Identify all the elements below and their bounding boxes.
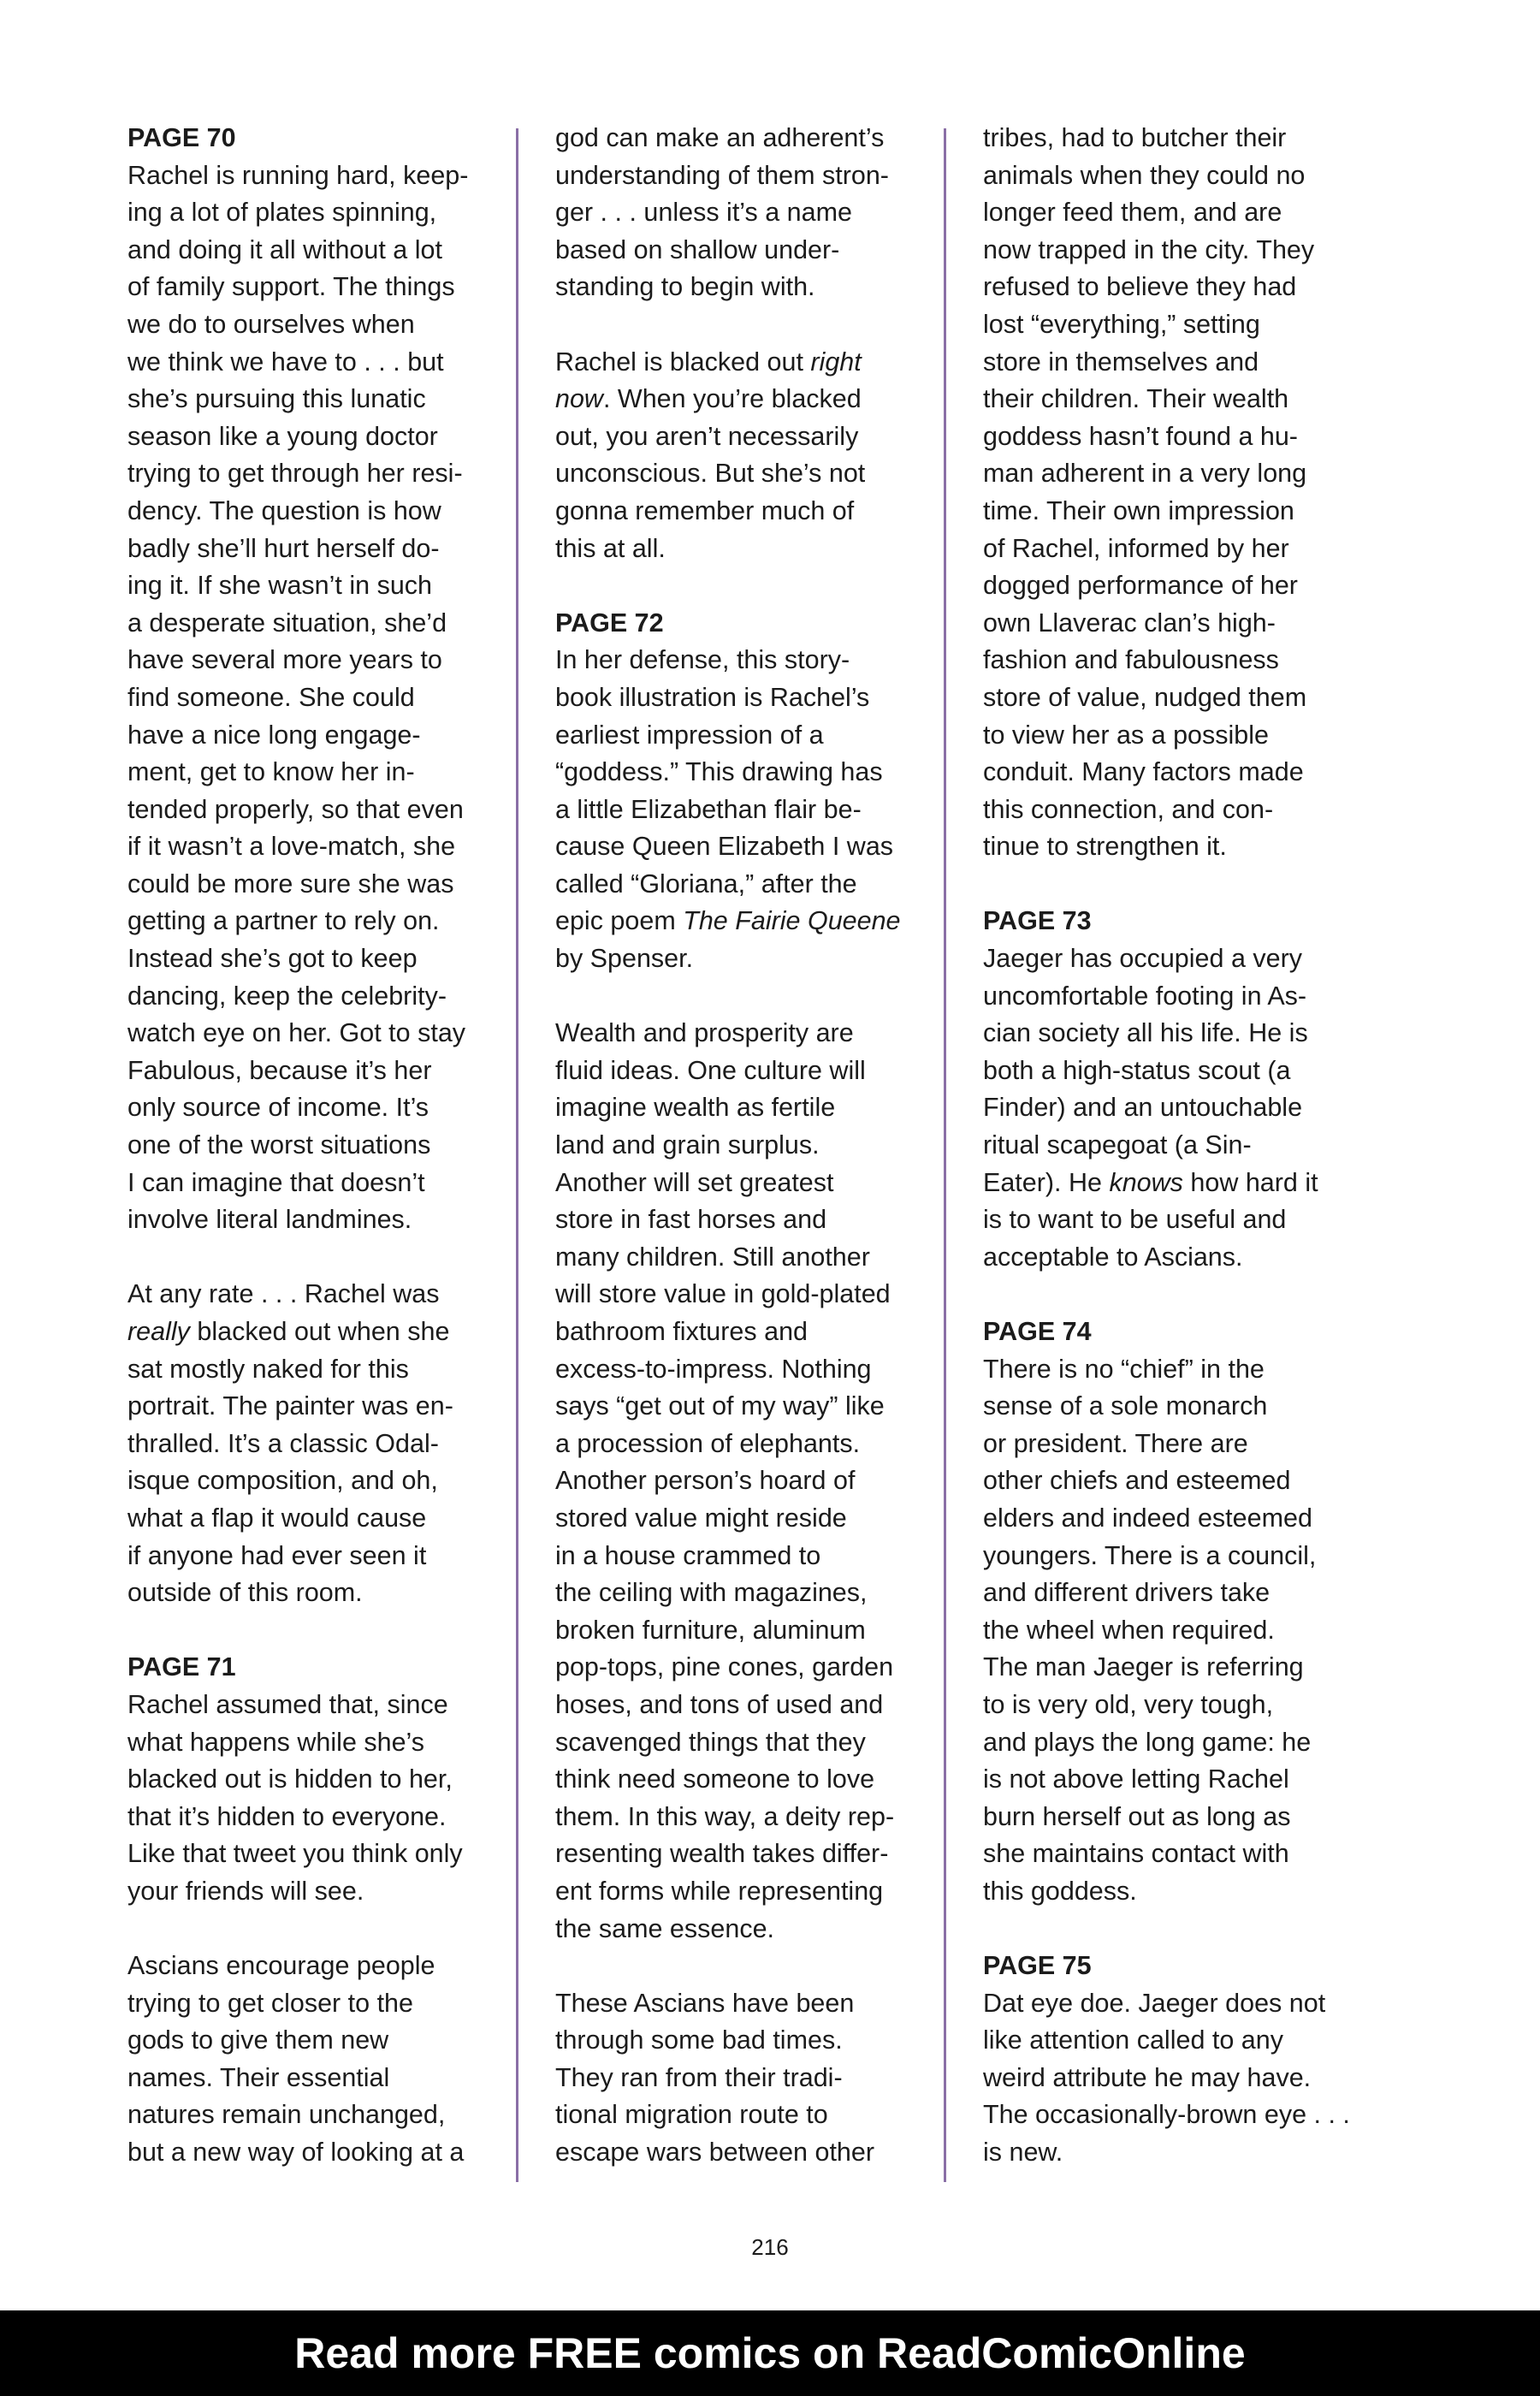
text-line: names. Their essential	[127, 2062, 390, 2092]
text-line: store in themselves and	[983, 347, 1259, 377]
text-fragment: blacked out when she	[189, 1317, 450, 1346]
emphasis: The Fairie Queene	[683, 906, 901, 936]
text-line: we think we have to . . . but	[127, 347, 444, 377]
text-line: this connection, and con-	[983, 794, 1274, 824]
text-line: a desperate situation, she’d	[127, 608, 447, 638]
text-line: isque composition, and oh,	[127, 1466, 438, 1496]
column-divider	[516, 128, 518, 2182]
text-line: broken furniture, aluminum	[555, 1615, 866, 1645]
text-fragment: Rachel is blacked out	[555, 347, 811, 377]
text-line: Ascians encourage people	[127, 1951, 435, 1981]
section-heading: PAGE 71	[127, 1652, 236, 1682]
text-line: fluid ideas. One culture will	[555, 1055, 866, 1085]
text-line: scavenged things that they	[555, 1727, 866, 1757]
text-line: understanding of them stron-	[555, 160, 889, 190]
text-line: to view her as a possible	[983, 720, 1269, 750]
text-line: the same essence.	[555, 1913, 775, 1943]
text-line: store of value, nudged them	[983, 682, 1307, 712]
text-line: cian society all his life. He is	[983, 1018, 1308, 1048]
text-line: of family support. The things	[127, 272, 455, 302]
text-line: escape wars between other	[555, 2138, 874, 2168]
text-line: lost “everything,” setting	[983, 309, 1260, 339]
text-line: At any rate . . . Rachel was	[127, 1279, 440, 1309]
text-line: and doing it all without a lot	[127, 234, 442, 264]
text-line: gonna remember much of	[555, 495, 855, 525]
text-line: what a flap it would cause	[127, 1503, 427, 1533]
text-line: earliest impression of a	[555, 720, 824, 750]
text-line: uncomfortable footing in As-	[983, 981, 1307, 1011]
text-fragment: epic poem	[555, 906, 684, 936]
text-line: Another person’s hoard of	[555, 1466, 856, 1496]
text-line: says “get out of my way” like	[555, 1391, 885, 1421]
text-line: now trapped in the city. They	[983, 234, 1315, 264]
text-line: to is very old, very tough,	[983, 1689, 1274, 1719]
text-line: sense of a sole monarch	[983, 1391, 1268, 1421]
text-line	[555, 344, 923, 382]
text-line: Wealth and prosperity are	[555, 1018, 854, 1048]
text-line: Finder) and an untouchable	[983, 1093, 1303, 1123]
text-line: dancing, keep the celebrity-	[127, 981, 447, 1011]
section-heading: PAGE 72	[555, 608, 664, 638]
text-line: Rachel is running hard, keep-	[127, 160, 469, 190]
text-line: season like a young doctor	[127, 421, 438, 451]
text-line: sat mostly naked for this	[127, 1354, 409, 1384]
text-line: “goddess.” This drawing has	[555, 757, 883, 787]
text-line: your friends will see.	[127, 1876, 364, 1906]
text-line: own Llaverac clan’s high-	[983, 608, 1276, 638]
text-line: if anyone had ever seen it	[127, 1540, 427, 1570]
text-line: based on shallow under-	[555, 234, 840, 264]
text-line: excess-to-impress. Nothing	[555, 1354, 872, 1384]
text-line: There is no “chief” in the	[983, 1354, 1265, 1384]
text-line: is to want to be useful and	[983, 1205, 1287, 1235]
text-line: dency. The question is how	[127, 495, 441, 525]
text-line	[127, 1314, 495, 1351]
text-line: resenting wealth takes differ-	[555, 1839, 889, 1869]
text-line: Dat eye doe. Jaeger does not	[983, 1988, 1326, 2018]
text-line: ing a lot of plates spinning,	[127, 198, 437, 228]
page-number: 216	[751, 2234, 789, 2260]
text-line: thralled. It’s a classic Odal-	[127, 1428, 439, 1458]
text-line: trying to get closer to the	[127, 1988, 413, 2018]
text-line: the wheel when required.	[983, 1615, 1275, 1645]
emphasis: knows	[1109, 1167, 1183, 1197]
text-line: badly she’ll hurt herself do-	[127, 533, 440, 563]
text-line: involve literal landmines.	[127, 1205, 412, 1235]
text-line: them. In this way, a deity rep-	[555, 1801, 895, 1831]
section-heading: PAGE 75	[983, 1951, 1092, 1981]
text-line: other chiefs and esteemed	[983, 1466, 1291, 1496]
text-line: but a new way of looking at a	[127, 2138, 465, 2168]
text-line: god can make an adherent’s	[555, 123, 885, 152]
text-line: ing it. If she wasn’t in such	[127, 571, 433, 601]
text-line: only source of income. It’s	[127, 1093, 429, 1123]
text-line: is not above letting Rachel	[983, 1764, 1289, 1794]
text-line: ger . . . unless it’s a name	[555, 198, 852, 228]
text-line: unconscious. But she’s not	[555, 459, 866, 489]
text-line: will store value in gold-plated	[555, 1279, 891, 1309]
text-line: refused to believe they had	[983, 272, 1297, 302]
section-heading: PAGE 74	[983, 1317, 1092, 1346]
text-line: by Spenser.	[555, 944, 694, 974]
text-line: is new.	[983, 2138, 1063, 2168]
text-line: a little Elizabethan flair be-	[555, 794, 862, 824]
text-line: tinue to strengthen it.	[983, 832, 1227, 862]
text-line: burn herself out as long as	[983, 1801, 1291, 1831]
text-line: a procession of elephants.	[555, 1428, 861, 1458]
text-line: man adherent in a very long	[983, 459, 1307, 489]
text-line: stored value might reside	[555, 1503, 847, 1533]
text-line: Like that tweet you think only	[127, 1839, 463, 1869]
text-line: tional migration route to	[555, 2100, 828, 2130]
text-line: she’s pursuing this lunatic	[127, 384, 426, 414]
text-line: natures remain unchanged,	[127, 2100, 446, 2130]
text-line: find someone. She could	[127, 682, 415, 712]
text-line: we do to ourselves when	[127, 309, 415, 339]
text-line: animals when they could no	[983, 160, 1306, 190]
text-line: one of the worst situations	[127, 1130, 431, 1160]
text-line: blacked out is hidden to her,	[127, 1764, 453, 1794]
text-line: I can imagine that doesn’t	[127, 1167, 425, 1197]
text-line: Fabulous, because it’s her	[127, 1055, 432, 1085]
text-line: many children. Still another	[555, 1242, 870, 1272]
text-column-2	[555, 120, 923, 2172]
text-line: through some bad times.	[555, 2025, 843, 2055]
text-line: bathroom fixtures and	[555, 1317, 808, 1346]
text-fragment: how hard it	[1182, 1167, 1318, 1197]
emphasis: right	[810, 347, 862, 377]
text-line: out, you aren’t necessarily	[555, 421, 859, 451]
text-line: have several more years to	[127, 645, 442, 675]
text-line: standing to begin with.	[555, 272, 815, 302]
text-line: outside of this room.	[127, 1578, 363, 1608]
text-line	[555, 903, 923, 940]
text-line: Rachel assumed that, since	[127, 1689, 448, 1719]
text-line: time. Their own impression	[983, 495, 1294, 525]
promo-banner[interactable]: Read more FREE comics on ReadComicOnline	[0, 2310, 1540, 2396]
text-line: and different drivers take	[983, 1578, 1270, 1608]
text-line: goddess hasn’t found a hu-	[983, 421, 1298, 451]
text-column-3	[983, 120, 1351, 2172]
text-line: elders and indeed esteemed	[983, 1503, 1312, 1533]
text-line: They ran from their tradi-	[555, 2062, 843, 2092]
text-line: store in fast horses and	[555, 1205, 827, 1235]
emphasis: really	[127, 1317, 190, 1346]
text-fragment: Eater). He	[983, 1167, 1110, 1197]
text-line: The occasionally-brown eye . . .	[983, 2100, 1350, 2130]
text-line: the ceiling with magazines,	[555, 1578, 868, 1608]
section-heading: PAGE 73	[983, 906, 1092, 936]
text-line	[555, 381, 923, 418]
text-line: youngers. There is a council,	[983, 1540, 1317, 1570]
text-line: Another will set greatest	[555, 1167, 834, 1197]
text-line: In her defense, this story-	[555, 645, 850, 675]
text-line: gods to give them new	[127, 2025, 389, 2055]
text-line: like attention called to any	[983, 2025, 1283, 2055]
text-line: ritual scapegoat (a Sin-	[983, 1130, 1252, 1160]
text-line: could be more sure she was	[127, 869, 454, 898]
text-line: and plays the long game: he	[983, 1727, 1312, 1757]
text-line: Jaeger has occupied a very	[983, 944, 1302, 974]
emphasis: now	[555, 384, 603, 414]
column-divider	[944, 128, 946, 2182]
text-line: cause Queen Elizabeth I was	[555, 832, 894, 862]
text-line: portrait. The painter was en-	[127, 1391, 453, 1421]
text-column-1	[127, 120, 495, 2172]
text-line: this goddess.	[983, 1876, 1137, 1906]
text-line: The man Jaeger is referring	[983, 1652, 1304, 1682]
text-line: tended properly, so that even	[127, 794, 464, 824]
text-line: think need someone to love	[555, 1764, 875, 1794]
text-line: ent forms while representing	[555, 1876, 884, 1906]
text-line: she maintains contact with	[983, 1839, 1289, 1869]
text-line: imagine wealth as fertile	[555, 1093, 836, 1123]
text-line: pop-tops, pine cones, garden	[555, 1652, 894, 1682]
text-line: tribes, had to butcher their	[983, 123, 1287, 152]
text-line: book illustration is Rachel’s	[555, 682, 870, 712]
text-line: fashion and fabulousness	[983, 645, 1279, 675]
text-fragment: . When you’re blacked	[602, 384, 862, 414]
text-line: conduit. Many factors made	[983, 757, 1304, 787]
text-line: longer feed them, and are	[983, 198, 1282, 228]
text-line: weird attribute he may have.	[983, 2062, 1312, 2092]
section-heading: PAGE 70	[127, 123, 236, 152]
text-line: acceptable to Ascians.	[983, 1242, 1243, 1272]
text-line: their children. Their wealth	[983, 384, 1289, 414]
text-line: Instead she’s got to keep	[127, 944, 418, 974]
text-line: of Rachel, informed by her	[983, 533, 1289, 563]
text-line: have a nice long engage-	[127, 720, 421, 750]
text-line	[983, 1165, 1351, 1202]
text-line: dogged performance of her	[983, 571, 1298, 601]
text-line: These Ascians have been	[555, 1988, 855, 2018]
text-line: if it wasn’t a love-match, she	[127, 832, 456, 862]
text-line: both a high-status scout (a	[983, 1055, 1291, 1085]
text-line: called “Gloriana,” after the	[555, 869, 857, 898]
text-line: what happens while she’s	[127, 1727, 425, 1757]
text-line: ment, get to know her in-	[127, 757, 415, 787]
text-line: trying to get through her resi-	[127, 459, 463, 489]
text-line: or president. There are	[983, 1428, 1248, 1458]
text-line: that it’s hidden to everyone.	[127, 1801, 447, 1831]
text-line: this at all.	[555, 533, 666, 563]
text-line: hoses, and tons of used and	[555, 1689, 884, 1719]
text-line: watch eye on her. Got to stay	[127, 1018, 466, 1048]
text-line: getting a partner to rely on.	[127, 906, 440, 936]
text-line: in a house crammed to	[555, 1540, 821, 1570]
text-line: land and grain surplus.	[555, 1130, 820, 1160]
